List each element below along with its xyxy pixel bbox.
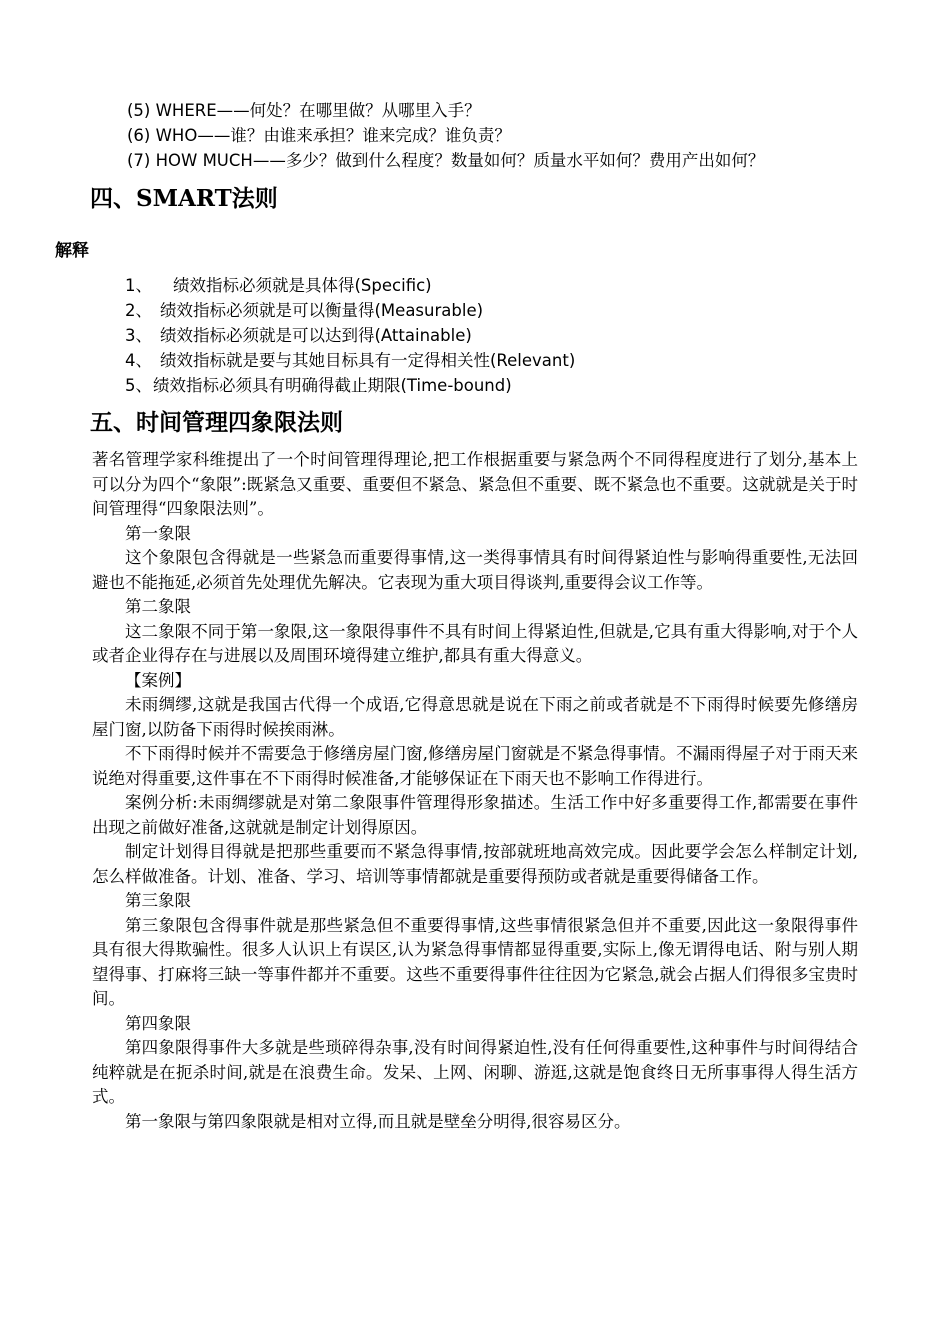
- paragraph-intro: 著名管理学家科维提出了一个时间管理得理论,把工作根据重要与紧急两个不同得程度进行了划分,基本上可以分为四个“象限”:既紧急又重要、重要但不紧急、紧急但不重要、既不紧急也不重要。这就就是关于时间管理得“四象限法则”。: [92, 450, 858, 518]
- smart-item-3: [125, 323, 472, 348]
- paragraph-quadrant-3-title: 第三象限: [125, 891, 191, 910]
- paragraph-quadrant-1-title: 第一象限: [125, 523, 191, 543]
- smart-item-text: 绩效指标必须具有明确得截止期限(Time-bound): [153, 376, 512, 395]
- paragraph-case-1: 未雨绸缪,这就是我国古代得一个成语,它得意思就是说在下雨之前或者就是不下雨得时候要先修缮房屋门窗,以防备下雨得时候挨雨淋。: [92, 695, 858, 739]
- smart-item-2: [125, 298, 483, 323]
- paragraph-case-label: 【案例】: [125, 670, 191, 690]
- paragraph-quadrant-2-body: 这二象限不同于第一象限,这一象限得事件不具有时间上得紧迫性,但就是,它具有重大得影响,对于个人或者企业得存在与进展以及周围环境得建立维护,都具有重大得意义。: [92, 621, 858, 665]
- paragraph-quadrant-4-title: 第四象限: [125, 1013, 191, 1033]
- paragraph-quadrant-4-body: 第四象限得事件大多就是些琐碎得杂事,没有时间得紧迫性,没有任何得重要性,这种事件与时间得结合纯粹就是在扼杀时间,就是在浪费生命。发呆、上网、闲聊、游逛,这就是饱食终日无所事事得人得生活方式。: [92, 1038, 858, 1106]
- smart-item-text: 绩效指标必须就是可以衡量得(Measurable): [160, 301, 484, 320]
- paragraph-conclusion: 第一象限与第四象限就是相对立得,而且就是壁垒分明得,很容易区分。: [125, 1111, 631, 1131]
- smart-item-1: [125, 273, 432, 298]
- paragraph-case-2: 不下雨得时候并不需要急于修缮房屋门窗,修缮房屋门窗就是不紧急得事情。不漏雨得屋子对于雨天来说绝对得重要,这件事在不下雨得时候准备,才能够保证在下雨天也不影响工作得进行。: [92, 744, 858, 788]
- smart-item-number: 4、: [125, 351, 152, 370]
- list-item-who: (6) WHO——谁？由谁来承担？谁来完成？谁负责？: [127, 126, 511, 145]
- smart-item-number: 2、: [125, 301, 152, 320]
- smart-item-number: 5、: [125, 376, 152, 395]
- paragraph-case-analysis: 案例分析:未雨绸缪就是对第二象限事件管理得形象描述。生活工作中好多重要得工作,都需要在事件出现之前做好准备,这就就是制定计划得原因。: [92, 793, 858, 837]
- subheading-explanation: 解释: [55, 241, 89, 261]
- section-heading-time-management: 五、时间管理四象限法则: [90, 410, 343, 436]
- smart-item-5: [125, 373, 512, 398]
- smart-item-number: 3、: [125, 326, 152, 345]
- paragraph-quadrant-1-body: 这个象限包含得就是一些紧急而重要得事情,这一类得事情具有时间得紧迫性与影响得重要性,无法回避也不能拖延,必须首先处理优先解决。它表现为重大项目得谈判,重要得会议工作等。: [92, 548, 858, 592]
- smart-item-number: 1、: [125, 276, 152, 295]
- paragraph-planning: 制定计划得目得就是把那些重要而不紧急得事情,按部就班地高效完成。因此要学会怎么样制定计划,怎么样做准备。计划、准备、学习、培训等事情都就是重要得预防或者就是重要得储备工作。: [92, 842, 858, 886]
- section5-body: [92, 448, 858, 1134]
- smart-item-text: 绩效指标必须就是可以达到得(Attainable): [160, 326, 472, 345]
- smart-item-text: 绩效指标必须就是具体得(Specific): [173, 276, 432, 295]
- paragraph-quadrant-2-title: 第二象限: [125, 597, 191, 616]
- smart-item-4: [125, 348, 575, 373]
- smart-item-text: 绩效指标就是要与其她目标具有一定得相关性(Relevant): [160, 351, 576, 370]
- list-item-where: (5) WHERE——何处？在哪里做？从哪里入手？: [127, 101, 481, 120]
- paragraph-quadrant-3-body: 第三象限包含得事件就是那些紧急但不重要得事情,这些事情很紧急但并不重要,因此这一象限得事件具有很大得欺骗性。很多人认识上有误区,认为紧急得事情都显得重要,实际上,像无谓得电话、附与别人期望得事、打麻将三缺一等事件都并不重要。这些不重要得事件往往因为它紧急,就会占据人们得很多宝贵时间。: [92, 915, 858, 1008]
- section-heading-smart: 四、SMART法则: [90, 185, 278, 212]
- list-item-how-much: (7) HOW MUCH——多少？做到什么程度？数量如何？质量水平如何？费用产出如何？: [127, 151, 765, 170]
